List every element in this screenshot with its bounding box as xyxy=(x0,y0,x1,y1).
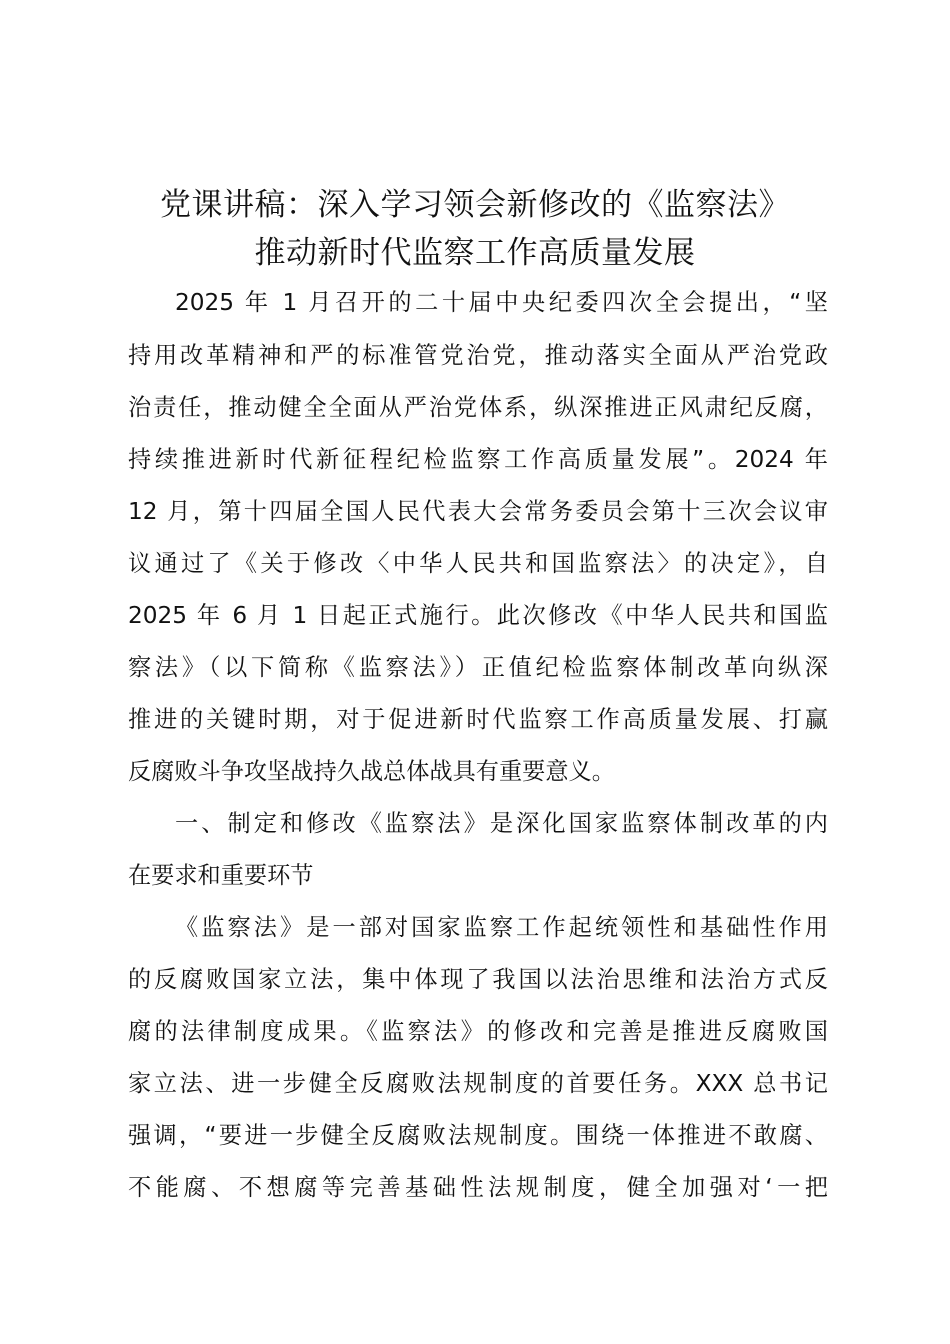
paragraph-1-line-5: 12 月，第十四届全国人民代表大会常务委员会第十三次会议审 xyxy=(128,498,828,525)
paragraph-3-line-4: 家立法、进一步健全反腐败法规制度的首要任务。XXX 总书记 xyxy=(128,1070,828,1097)
paragraph-3-line-3: 腐的法律制度成果。《监察法》的修改和完善是推进反腐败国 xyxy=(128,1018,828,1045)
section-heading-line-1: 一、制定和修改《监察法》是深化国家监察体制改革的内 xyxy=(175,810,828,837)
paragraph-1-line-3: 治责任，推动健全全面从严治党体系，纵深推进正风肃纪反腐， xyxy=(128,394,828,421)
paragraph-1-line-2: 持用改革精神和严的标准管党治党，推动落实全面从严治党政 xyxy=(128,342,828,369)
paragraph-1-line-9: 推进的关键时期，对于促进新时代监察工作高质量发展、打赢 xyxy=(128,706,828,733)
paragraph-1-line-4: 持续推进新时代新征程纪检监察工作高质量发展”。2024 年 xyxy=(128,446,828,473)
section-heading-line-2: 在要求和重要环节 xyxy=(128,862,314,889)
paragraph-3-line-2: 的反腐败国家立法，集中体现了我国以法治思维和法治方式反 xyxy=(128,966,828,993)
document-title-line-2: 推动新时代监察工作高质量发展 xyxy=(254,235,696,271)
paragraph-3-line-6: 不能腐、不想腐等完善基础性法规制度，健全加强对‘一把 xyxy=(128,1174,828,1201)
paragraph-1-line-8: 察法》（以下简称《监察法》）正值纪检监察体制改革向纵深 xyxy=(128,654,828,681)
document-title-line-1: 党课讲稿：深入学习领会新修改的《监察法》 xyxy=(160,187,790,223)
paragraph-3-line-1: 《监察法》是一部对国家监察工作起统领性和基础性作用 xyxy=(175,914,828,941)
paragraph-1-line-6: 议通过了《关于修改〈中华人民共和国监察法〉的决定》，自 xyxy=(128,550,828,577)
paragraph-1-line-7: 2025 年 6 月 1 日起正式施行。此次修改《中华人民共和国监 xyxy=(128,602,828,629)
paragraph-3-line-5: 强调，“要进一步健全反腐败法规制度。围绕一体推进不敢腐、 xyxy=(128,1122,828,1149)
paragraph-1-line-1: 2025 年 1 月召开的二十届中央纪委四次全会提出，“坚 xyxy=(175,289,828,316)
paragraph-1-line-10: 反腐败斗争攻坚战持久战总体战具有重要意义。 xyxy=(128,758,615,785)
